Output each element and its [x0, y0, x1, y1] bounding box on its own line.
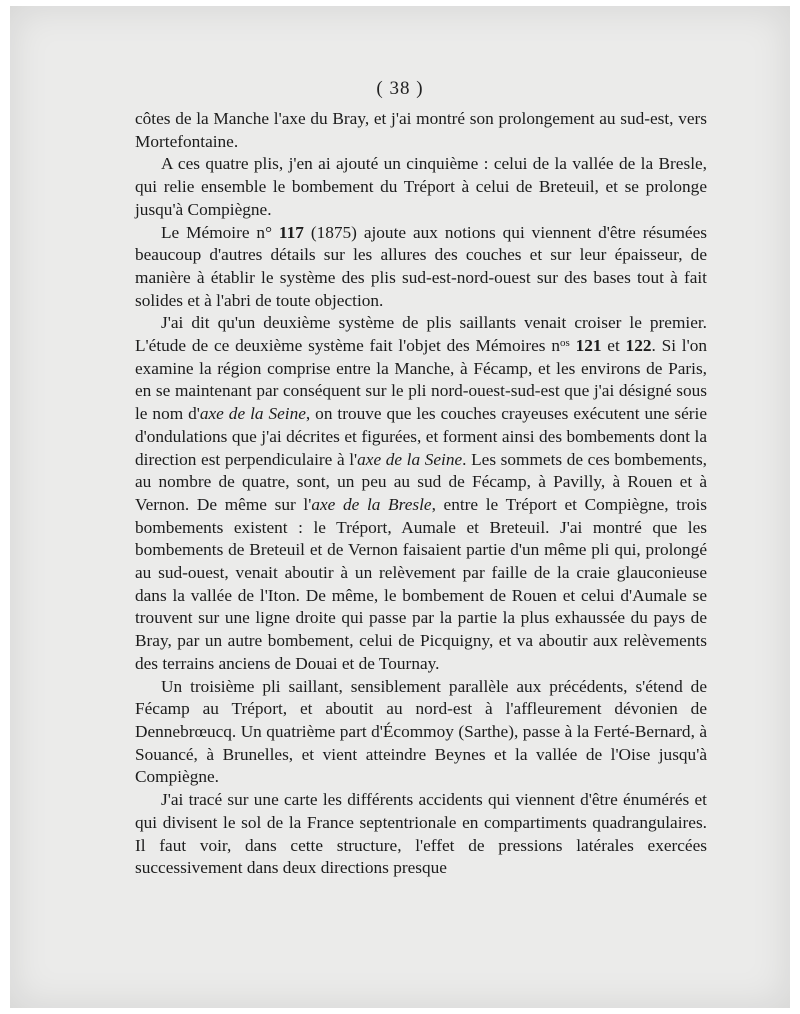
text-run: côtes de la Manche l'axe du Bray, et j'ai montré son prolongement au sud-est, vers Mortefontaine.	[135, 109, 707, 151]
memoir-number: 121	[575, 336, 602, 356]
paragraph	[135, 153, 707, 221]
page-number: ( 38 )	[376, 78, 424, 99]
italic-term: axe de la Seine	[199, 404, 306, 424]
text-run: Un troisième pli saillant, sensiblement parallèle aux précédents, s'étend de Fécamp au Tréport, et aboutit au nord-est à l'affleurement dévonien de Dennebrœucq. Un quatrième part d'Écommoy (Sarthe), passe à la Ferté-Bernard, à Souancé, à Brunelles, et vient atteindre Beynes et la vallée de l'Oise jusqu'à Compiègne.	[135, 676, 707, 787]
paragraph	[135, 312, 707, 675]
memoir-number: 122	[625, 336, 652, 356]
text-run: , entre le Tréport et Compiègne, trois bombements existent : le Tréport, Aumale et Breteuil. J'ai montré que les bombements de Breteuil et de Vernon faisaient partie d'un même pli qui, prolongé au sud-ouest, venait aboutir à un relèvement par faille de la craie glauconieuse dans la vallée de l'Iton. De même, le bombement de Rouen et celui d'Aumale se trouvent sur une ligne droite qui passe par la partie la plus exhaussée du pays de Bray, par un autre bombement, celui de Picquigny, et va aboutir aux relèvements des terrains anciens de Douai et de Tournay.	[135, 494, 707, 673]
body-text	[135, 108, 707, 880]
text-run: . Si l'on examine la région comprise entre la Manche, à Fécamp, et les environs de Paris, en se maintenant par conséquent sur le pli nord-ouest-sud-est que j'ai désigné sous le nom d'	[135, 336, 707, 424]
text-run: . Les sommets de ces bombements, au nombre de quatre, sont, un peu au sud de Fécamp, à Pavilly, à Rouen et à Vernon. De même sur l'	[135, 449, 707, 514]
paragraph	[135, 222, 707, 313]
italic-term: axe de la Seine	[357, 449, 463, 469]
text-run: (1875) ajoute aux notions qui viennent d'être résumées beaucoup d'autres détails sur les allures des couches et sur leur épaisseur, de manière à établir le système des plis sud-est-nord-ouest sur des bases tout à fait solides et à l'abri de toute objection.	[135, 222, 707, 310]
paragraph	[135, 676, 707, 790]
memoir-number: 117	[278, 222, 304, 242]
italic-term: axe de la Bresle	[311, 494, 432, 514]
paragraph	[135, 108, 707, 153]
text-run: J'ai tracé sur une carte les différents accidents qui viennent d'être énumérés et qui divisent le sol de la France septentrionale en compartiments quadrangulaires. Il faut voir, dans cette structure, l'effet de pressions latérales exercées successivement dans deux directions presque	[135, 790, 707, 878]
document-page	[10, 6, 790, 1008]
text-run: A ces quatre plis, j'en ai ajouté un cinquième : celui de la vallée de la Bresle, qui relie ensemble le bombement du Tréport à celui de Breteuil, et se prolonge jusqu'à Compiègne.	[135, 154, 707, 219]
superscript: os	[559, 337, 570, 350]
text-run: Le Mémoire n°	[161, 222, 279, 242]
text-run: et	[601, 336, 626, 356]
paragraph	[135, 789, 707, 880]
text-run: J'ai dit qu'un deuxième système de plis saillants venait croiser le premier. L'étude de ce deuxième système fait l'objet des Mémoires n	[135, 313, 707, 356]
text-run: , on trouve que les couches crayeuses exécutent une série d'ondulations que j'ai décrites et figurées, et forment ainsi des bombements dont la direction est perpendiculaire à l'	[135, 404, 708, 469]
